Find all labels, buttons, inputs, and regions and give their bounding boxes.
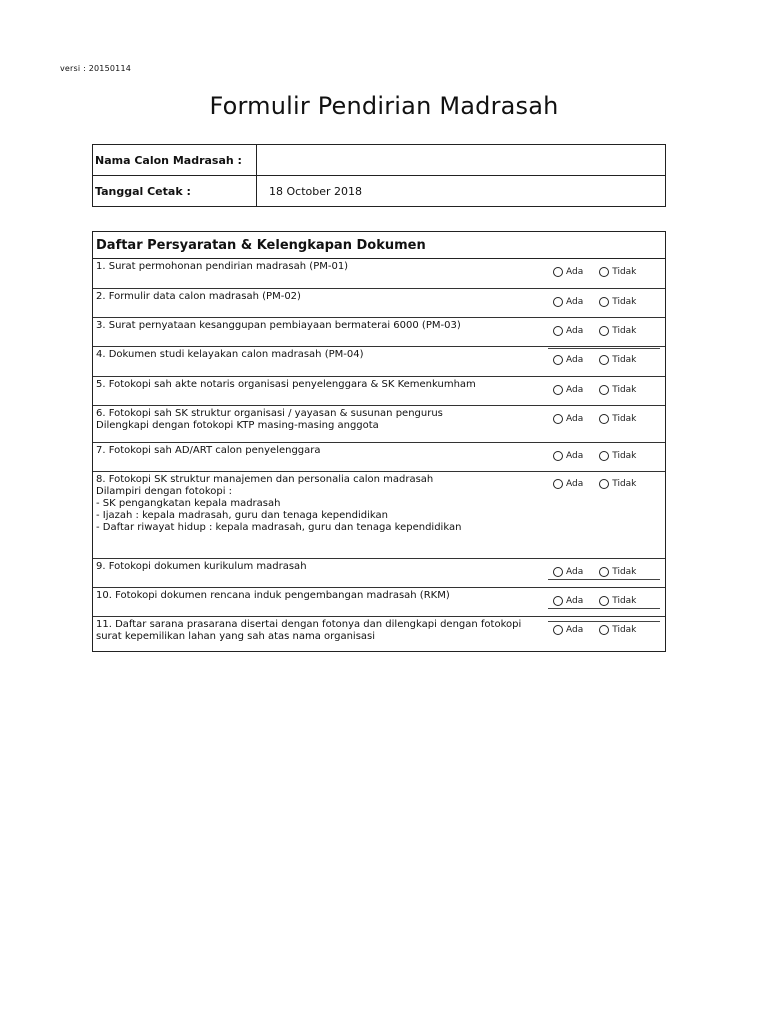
radio-ada-label: Ada: [566, 596, 584, 606]
radio-ada-label: Ada: [566, 414, 584, 424]
radio-tidak-label: Tidak: [612, 355, 637, 365]
radio-ada[interactable]: [553, 625, 583, 635]
requirement-row: [93, 472, 665, 559]
requirement-text: 8. Fotokopi SK struktur manajemen dan personalia calon madrasah Dilampiri dengan fotokopi : - SK pengangkatan kepala madrasah - Ijazah : kepala madrasah, guru dan tenaga kependidikan - Daftar riwayat hidup : kepala madrasah, guru dan tenaga kependidikan: [96, 474, 462, 533]
radio-circle-icon[interactable]: [599, 414, 609, 424]
requirement-row: [93, 559, 665, 588]
info-table: [92, 144, 666, 207]
radio-tidak-label: Tidak: [612, 267, 637, 277]
radio-circle-icon[interactable]: [553, 596, 563, 606]
radio-tidak-label: Tidak: [612, 479, 637, 489]
option-divider: [548, 579, 660, 580]
radio-tidak[interactable]: [599, 385, 636, 395]
requirement-text: 1. Surat permohonan pendirian madrasah (PM-01): [96, 261, 349, 272]
radio-tidak-label: Tidak: [612, 326, 637, 336]
radio-circle-icon[interactable]: [553, 625, 563, 635]
radio-ada-label: Ada: [566, 297, 584, 307]
requirement-options: [553, 297, 636, 307]
date-value: 18 October 2018: [269, 184, 363, 198]
radio-tidak-label: Tidak: [612, 451, 637, 461]
radio-ada[interactable]: [553, 267, 583, 277]
requirement-options: [553, 355, 636, 365]
radio-tidak[interactable]: [599, 414, 636, 424]
radio-circle-icon[interactable]: [553, 567, 563, 577]
requirement-row: [93, 443, 665, 472]
radio-tidak[interactable]: [599, 625, 636, 635]
radio-circle-icon[interactable]: [599, 326, 609, 336]
radio-circle-icon[interactable]: [553, 414, 563, 424]
radio-circle-icon[interactable]: [553, 479, 563, 489]
radio-circle-icon[interactable]: [599, 567, 609, 577]
radio-ada[interactable]: [553, 326, 583, 336]
radio-tidak-label: Tidak: [612, 385, 637, 395]
info-row-date: [93, 175, 665, 206]
radio-ada[interactable]: [553, 385, 583, 395]
radio-circle-icon[interactable]: [599, 297, 609, 307]
radio-ada[interactable]: [553, 414, 583, 424]
name-field[interactable]: [257, 145, 665, 175]
radio-tidak-label: Tidak: [612, 596, 637, 606]
requirement-text: 3. Surat pernyataan kesanggupan pembiayaan bermaterai 6000 (PM-03): [96, 320, 461, 331]
radio-tidak[interactable]: [599, 451, 636, 461]
requirement-text: 11. Daftar sarana prasarana disertai dengan fotonya dan dilengkapi dengan fotokopi surat kepemilikan lahan yang sah atas nama organisasi: [96, 619, 522, 642]
radio-circle-icon[interactable]: [599, 625, 609, 635]
radio-tidak[interactable]: [599, 479, 636, 489]
radio-circle-icon[interactable]: [599, 451, 609, 461]
requirement-options: [553, 479, 636, 489]
radio-circle-icon[interactable]: [553, 451, 563, 461]
option-divider: [548, 621, 660, 622]
radio-ada-label: Ada: [566, 479, 584, 489]
radio-circle-icon[interactable]: [599, 385, 609, 395]
radio-circle-icon[interactable]: [553, 385, 563, 395]
radio-tidak[interactable]: [599, 326, 636, 336]
version-label: versi : 20150114: [60, 64, 132, 73]
requirement-text: 4. Dokumen studi kelayakan calon madrasah (PM-04): [96, 349, 364, 360]
requirement-row: [93, 318, 665, 347]
radio-ada-label: Ada: [566, 625, 584, 635]
requirement-row: [93, 289, 665, 318]
radio-ada[interactable]: [553, 355, 583, 365]
requirement-options: [553, 451, 636, 461]
requirement-options: [553, 385, 636, 395]
radio-circle-icon[interactable]: [553, 355, 563, 365]
radio-tidak-label: Tidak: [612, 567, 637, 577]
requirement-text: 5. Fotokopi sah akte notaris organisasi penyelenggara & SK Kemenkumham: [96, 379, 476, 390]
requirement-text: 7. Fotokopi sah AD/ART calon penyelenggara: [96, 445, 321, 456]
radio-circle-icon[interactable]: [553, 297, 563, 307]
radio-tidak-label: Tidak: [612, 297, 637, 307]
requirement-text: 2. Formulir data calon madrasah (PM-02): [96, 291, 301, 302]
radio-tidak[interactable]: [599, 567, 636, 577]
requirement-options: [553, 625, 636, 635]
requirements-list: [93, 259, 665, 647]
radio-ada[interactable]: [553, 567, 583, 577]
radio-tidak-label: Tidak: [612, 414, 637, 424]
radio-circle-icon[interactable]: [553, 326, 563, 336]
requirement-text: 10. Fotokopi dokumen rencana induk pengembangan madrasah (RKM): [96, 590, 450, 601]
radio-ada-label: Ada: [566, 385, 584, 395]
radio-ada-label: Ada: [566, 267, 584, 277]
radio-ada-label: Ada: [566, 326, 584, 336]
name-label: Nama Calon Madrasah :: [93, 145, 257, 175]
requirement-row: [93, 617, 665, 647]
option-divider: [548, 608, 660, 609]
radio-circle-icon[interactable]: [599, 479, 609, 489]
radio-circle-icon[interactable]: [599, 267, 609, 277]
radio-tidak-label: Tidak: [612, 625, 637, 635]
radio-circle-icon[interactable]: [599, 596, 609, 606]
requirement-row: [93, 347, 665, 377]
radio-circle-icon[interactable]: [553, 267, 563, 277]
page-title: Formulir Pendirian Madrasah: [209, 92, 559, 120]
radio-ada-label: Ada: [566, 355, 584, 365]
requirement-row: [93, 377, 665, 406]
requirements-heading: Daftar Persyaratan & Kelengkapan Dokumen: [93, 232, 665, 259]
radio-ada[interactable]: [553, 479, 583, 489]
radio-ada-label: Ada: [566, 567, 584, 577]
radio-tidak[interactable]: [599, 267, 636, 277]
option-divider: [548, 348, 660, 349]
requirement-row: [93, 588, 665, 617]
radio-ada-label: Ada: [566, 451, 584, 461]
requirement-text: 9. Fotokopi dokumen kurikulum madrasah: [96, 561, 307, 572]
requirement-options: [553, 414, 636, 424]
requirement-row: [93, 406, 665, 443]
radio-ada[interactable]: [553, 596, 583, 606]
radio-circle-icon[interactable]: [599, 355, 609, 365]
radio-ada[interactable]: [553, 451, 583, 461]
date-label: Tanggal Cetak :: [93, 176, 257, 206]
requirement-options: [553, 567, 636, 577]
radio-ada[interactable]: [553, 297, 583, 307]
info-row-name: [93, 145, 665, 175]
requirements-table: [92, 231, 666, 652]
radio-tidak[interactable]: [599, 297, 636, 307]
requirement-row: [93, 259, 665, 289]
requirement-options: [553, 596, 636, 606]
radio-tidak[interactable]: [599, 355, 636, 365]
requirement-options: [553, 267, 636, 277]
requirement-options: [553, 326, 636, 336]
radio-tidak[interactable]: [599, 596, 636, 606]
requirement-text: 6. Fotokopi sah SK struktur organisasi / yayasan & susunan pengurus Dilengkapi dengan fotokopi KTP masing-masing anggota: [96, 408, 443, 431]
